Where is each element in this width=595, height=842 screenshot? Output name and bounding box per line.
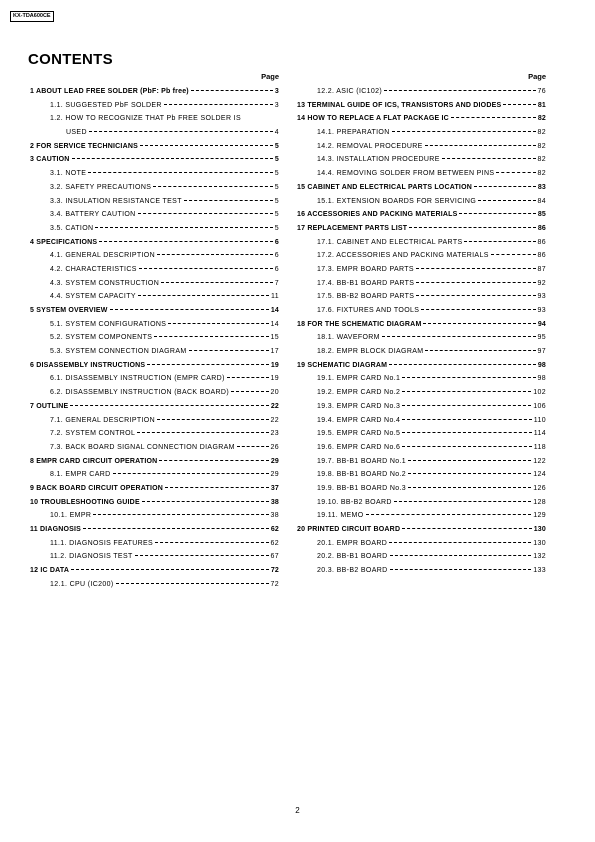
toc-dot-leader (137, 432, 268, 433)
toc-page-number: 72 (270, 580, 279, 588)
toc-page-number: 76 (537, 88, 546, 95)
toc-entry-label: 12.2. ASIC (IC102) (317, 88, 383, 95)
toc-subsection-entry[interactable] (297, 345, 546, 359)
toc-entry-label: 3 CAUTION (30, 156, 70, 164)
toc-dot-leader (416, 268, 536, 269)
toc-dot-leader (155, 542, 268, 543)
toc-subsection-entry[interactable] (30, 277, 279, 291)
toc-subsection-entry[interactable] (30, 167, 279, 181)
toc-page-number: 86 (537, 238, 546, 246)
toc-dot-leader (157, 419, 269, 420)
toc-page-number: 62 (270, 526, 279, 533)
toc-entry-label: USED (66, 129, 87, 137)
toc-entry-label: 19.4. EMPR CARD No.4 (317, 416, 401, 424)
toc-entry-label: 4.1. GENERAL DESCRIPTION (50, 252, 155, 260)
toc-page-number: 130 (533, 526, 546, 533)
toc-dot-leader (384, 90, 535, 91)
toc-dot-leader (423, 323, 535, 324)
toc-dot-leader (392, 131, 536, 132)
toc-entry-label: 19.10. BB-B2 BOARD (317, 498, 392, 506)
toc-section-entry[interactable] (297, 208, 546, 222)
toc-page-number: 124 (533, 471, 546, 479)
toc-entry-label: 19.2. EMPR CARD No.2 (317, 389, 401, 397)
toc-page-number: 114 (533, 430, 546, 438)
toc-dot-leader (478, 200, 535, 201)
toc-entry-label: 8 EMPR CARD CIRCUIT OPERATION (30, 457, 158, 465)
toc-page-number: 126 (533, 484, 546, 492)
toc-page-number: 6 (274, 265, 279, 273)
toc-entry-label: 3.1. NOTE (50, 170, 87, 178)
toc-dot-leader (153, 186, 272, 187)
toc-subsection-entry[interactable] (297, 236, 546, 250)
toc-entry-label: 18 FOR THE SCHEMATIC DIAGRAM (297, 320, 422, 328)
toc-page-number: 29 (270, 471, 279, 479)
toc-entry-label: 4.3. SYSTEM CONSTRUCTION (50, 279, 160, 287)
toc-entry-label: 7.3. BACK BOARD SIGNAL CONNECTION DIAGRAM (50, 443, 235, 451)
toc-dot-leader (409, 227, 536, 228)
toc-page-number: 38 (270, 498, 279, 506)
toc-dot-leader (394, 501, 531, 502)
toc-entry-label: 11.1. DIAGNOSIS FEATURES (50, 539, 154, 547)
toc-subsection-entry[interactable] (297, 468, 546, 482)
toc-entry-label: 11 DIAGNOSIS (30, 526, 82, 533)
toc-page-number: 82 (537, 156, 546, 164)
toc-dot-leader (474, 186, 536, 187)
toc-page-number: 22 (270, 402, 279, 410)
toc-entry-label: 17.6. FIXTURES AND TOOLS (317, 307, 420, 314)
toc-subsection-entry[interactable] (297, 550, 546, 564)
toc-page-number: 15 (270, 334, 279, 342)
toc-entry-label: 15.1. EXTENSION BOARDS FOR SERVICING (317, 197, 477, 205)
toc-entry-label: 17.1. CABINET AND ELECTRICAL PARTS (317, 238, 463, 246)
toc-subsection-entry[interactable] (297, 249, 546, 263)
toc-dot-leader (140, 145, 273, 146)
toc-subsection-entry[interactable] (30, 468, 279, 482)
toc-page-number: 37 (270, 484, 279, 492)
toc-page-number: 17 (270, 348, 279, 356)
toc-subsection-entry[interactable] (297, 85, 546, 99)
toc-page-number: 20 (270, 389, 279, 397)
toc-page-number: 82 (537, 142, 546, 150)
toc-dot-leader (402, 528, 532, 529)
toc-entry-label: 19.1. EMPR CARD No.1 (317, 375, 401, 383)
toc-page-number: 5 (274, 183, 279, 191)
toc-subsection-entry[interactable] (297, 304, 546, 318)
toc-page-number: 102 (533, 389, 546, 397)
toc-dot-leader (408, 487, 531, 488)
toc-section-entry[interactable] (30, 85, 279, 99)
toc-section-entry[interactable] (30, 482, 279, 496)
toc-entry-label: 1.1. SUGGESTED PbF SOLDER (50, 101, 162, 109)
toc-dot-leader (157, 254, 273, 255)
toc-subsection-entry[interactable] (30, 509, 279, 523)
page-number: 2 (295, 806, 300, 815)
toc-page-number: 82 (537, 170, 546, 178)
toc-entry-label: 4.2. CHARACTERISTICS (50, 265, 137, 273)
toc-subsection-entry[interactable] (30, 290, 279, 304)
toc-entry-label: 4 SPECIFICATIONS (30, 238, 98, 246)
toc-subsection-entry[interactable] (297, 263, 546, 277)
toc-entry-label: 4.4. SYSTEM CAPACITY (50, 293, 136, 301)
toc-entry-label: 19.5. EMPR CARD No.5 (317, 430, 401, 438)
toc-page-number: 81 (537, 101, 546, 109)
toc-entry-label: 19 SCHEMATIC DIAGRAM (297, 361, 388, 369)
toc-subsection-entry[interactable] (297, 195, 546, 209)
toc-entry-label: 3.5. CATION (50, 224, 94, 232)
toc-dot-leader (408, 473, 531, 474)
toc-page-number: 5 (274, 224, 279, 232)
toc-entry-label: 14.4. REMOVING SOLDER FROM BETWEEN PINS (317, 170, 495, 178)
toc-dot-leader (416, 282, 535, 283)
toc-entry-label: 12 IC DATA (30, 567, 70, 575)
toc-dot-leader (390, 569, 532, 570)
toc-page-number: 94 (537, 320, 546, 328)
toc-subsection-entry[interactable] (30, 441, 279, 455)
toc-page-number: 132 (533, 553, 546, 561)
toc-entry-label: 10.1. EMPR (50, 512, 92, 520)
toc-page-number: 14 (270, 320, 279, 328)
toc-section-entry[interactable] (30, 304, 279, 318)
toc-dot-leader (93, 514, 268, 515)
toc-page-number: 86 (537, 224, 546, 232)
toc-subsection-entry[interactable] (30, 550, 279, 564)
toc-entry-label: 19.11. MEMO (317, 512, 364, 520)
toc-entry-label: 11.2. DIAGNOSIS TEST (50, 553, 133, 561)
toc-entry-label: 20 PRINTED CIRCUIT BOARD (297, 526, 401, 533)
toc-dot-leader (402, 419, 532, 420)
toc-page-number: 7 (274, 279, 279, 287)
toc-entry-label: 14 HOW TO REPLACE A FLAT PACKAGE IC (297, 115, 449, 123)
toc-entry-label: 18.1. WAVEFORM (317, 334, 380, 342)
toc-section-entry[interactable] (297, 99, 546, 113)
toc-dot-leader (421, 309, 535, 310)
toc-dot-leader (459, 213, 535, 214)
toc-page-number: 95 (537, 334, 546, 342)
toc-entry-label: 20.3. BB-B2 BOARD (317, 567, 388, 575)
toc-subsection-entry[interactable] (297, 277, 546, 291)
toc-dot-leader (237, 446, 269, 447)
toc-section-entry[interactable] (30, 153, 279, 167)
toc-dot-leader (113, 473, 269, 474)
toc-dot-leader (184, 200, 273, 201)
toc-section-entry[interactable] (30, 140, 279, 154)
toc-subsection-entry[interactable] (297, 427, 546, 441)
toc-entry-label: 7.2. SYSTEM CONTROL (50, 430, 136, 438)
toc-subsection-entry[interactable] (297, 455, 546, 469)
toc-entry-label: 16 ACCESSORIES AND PACKING MATERIALS (297, 211, 458, 219)
toc-page-number: 5 (274, 211, 279, 219)
toc-dot-leader (161, 282, 273, 283)
toc-dot-leader (116, 583, 269, 584)
toc-page-number: 85 (537, 211, 546, 219)
toc-page-number: 23 (270, 430, 279, 438)
toc-entry-label: 18.2. EMPR BLOCK DIAGRAM (317, 348, 424, 356)
toc-dot-leader (451, 117, 536, 118)
toc-entry-label: 17.2. ACCESSORIES AND PACKING MATERIALS (317, 252, 489, 260)
toc-subsection-entry[interactable] (297, 537, 546, 551)
toc-subsection-entry[interactable] (30, 372, 279, 386)
toc-subsection-entry[interactable] (297, 441, 546, 455)
toc-entry-label: 5.3. SYSTEM CONNECTION DIAGRAM (50, 348, 187, 356)
toc-subsection-entry[interactable] (30, 386, 279, 400)
toc-page-number: 110 (533, 416, 546, 424)
toc-entry-label: 19.8. BB-B1 BOARD No.2 (317, 471, 407, 479)
toc-page-number: 3 (274, 88, 279, 95)
toc-dot-leader (154, 336, 268, 337)
toc-dot-leader (227, 377, 269, 378)
toc-entry-label: 15 CABINET AND ELECTRICAL PARTS LOCATION (297, 183, 472, 191)
toc-subsection-entry[interactable] (297, 290, 546, 304)
toc-section-entry[interactable] (30, 523, 279, 537)
toc-dot-leader (231, 391, 268, 392)
toc-subsection-entry[interactable] (297, 564, 546, 578)
toc-page-number: 84 (537, 197, 546, 205)
toc-right-column (297, 72, 546, 578)
toc-section-entry[interactable] (30, 400, 279, 414)
toc-dot-leader (138, 213, 273, 214)
toc-dot-leader (139, 268, 273, 269)
toc-section-entry[interactable] (30, 359, 279, 373)
toc-page-number: 22 (270, 416, 279, 424)
toc-dot-leader (138, 295, 269, 296)
toc-page-number: 62 (270, 539, 279, 547)
toc-dot-leader (72, 158, 273, 159)
toc-page-number: 98 (537, 361, 546, 369)
toc-page-number: 29 (270, 457, 279, 465)
toc-subsection-entry[interactable] (297, 400, 546, 414)
toc-subsection-entry[interactable] (30, 427, 279, 441)
toc-dot-leader (147, 364, 269, 365)
toc-subsection-entry[interactable] (30, 578, 279, 592)
toc-section-entry[interactable] (297, 181, 546, 195)
toc-entry-label: 3.2. SAFETY PRECAUTIONS (50, 183, 152, 191)
toc-page-number: 82 (537, 115, 546, 123)
toc-dot-leader (70, 405, 268, 406)
toc-section-entry[interactable] (297, 523, 546, 537)
toc-section-entry[interactable] (30, 236, 279, 250)
toc-page-number: 128 (533, 498, 546, 506)
toc-section-entry[interactable] (30, 455, 279, 469)
toc-page-number: 11 (271, 293, 279, 301)
toc-dot-leader (425, 350, 535, 351)
toc-page-number: 83 (537, 183, 546, 191)
toc-entry-label: 17 REPLACEMENT PARTS LIST (297, 224, 408, 232)
toc-dot-leader (416, 295, 535, 296)
toc-entry-label: 3.4. BATTERY CAUTION (50, 211, 136, 219)
toc-page-number: 5 (274, 170, 279, 178)
toc-entry-label: 17.4. BB-B1 BOARD PARTS (317, 279, 415, 287)
toc-page-number: 4 (274, 129, 279, 137)
toc-dot-leader (110, 309, 269, 310)
page-column-heading-left: Page (261, 72, 279, 81)
page-title: CONTENTS (28, 51, 113, 68)
toc-page-number: 130 (533, 539, 546, 547)
toc-entry-label: 19.7. BB-B1 BOARD No.1 (317, 457, 407, 465)
toc-dot-leader (408, 460, 531, 461)
model-number-tag: KX-TDA600CE (10, 11, 54, 22)
toc-dot-leader (99, 241, 273, 242)
toc-subsection-entry[interactable] (30, 99, 279, 113)
toc-entry-label: 9 BACK BOARD CIRCUIT OPERATION (30, 484, 164, 492)
toc-subsection-entry[interactable] (297, 496, 546, 510)
toc-dot-leader (366, 514, 532, 515)
toc-entry-label: 7.1. GENERAL DESCRIPTION (50, 416, 155, 424)
toc-dot-leader (89, 131, 273, 132)
toc-dot-leader (88, 172, 273, 173)
toc-dot-leader (95, 227, 272, 228)
toc-page-number: 129 (533, 512, 546, 520)
toc-page-number: 5 (274, 142, 279, 150)
toc-subsection-entry[interactable] (30, 126, 279, 140)
toc-page-number: 93 (537, 307, 546, 314)
toc-entry-label: 17.3. EMPR BOARD PARTS (317, 265, 414, 273)
toc-subsection-entry[interactable] (30, 331, 279, 345)
toc-entry-label: 17.5. BB-B2 BOARD PARTS (317, 293, 415, 301)
toc-page-number: 118 (533, 443, 546, 451)
toc-entry-label: 20.2. BB-B1 BOARD (317, 553, 388, 561)
toc-subsection-entry[interactable] (30, 112, 279, 126)
toc-dot-leader (159, 460, 268, 461)
toc-dot-leader (164, 104, 273, 105)
toc-section-entry[interactable] (30, 564, 279, 578)
toc-subsection-entry[interactable] (30, 537, 279, 551)
toc-entry-label: 19.3. EMPR CARD No.3 (317, 402, 401, 410)
toc-entry-label: 14.2. REMOVAL PROCEDURE (317, 142, 423, 150)
toc-page-number: 82 (537, 129, 546, 137)
toc-page-number: 38 (270, 512, 279, 520)
toc-page-number: 5 (274, 197, 279, 205)
toc-page-number: 87 (537, 265, 546, 273)
toc-page-number: 93 (537, 293, 546, 301)
toc-page-number: 19 (270, 361, 279, 369)
toc-entry-label: 5.1. SYSTEM CONFIGURATIONS (50, 320, 167, 328)
toc-subsection-entry[interactable] (297, 414, 546, 428)
toc-subsection-entry[interactable] (30, 263, 279, 277)
toc-subsection-entry[interactable] (297, 331, 546, 345)
toc-page-number: 98 (537, 375, 546, 383)
toc-page-number: 6 (274, 252, 279, 260)
toc-subsection-entry[interactable] (30, 249, 279, 263)
toc-subsection-entry[interactable] (297, 509, 546, 523)
toc-subsection-entry[interactable] (30, 208, 279, 222)
toc-subsection-entry[interactable] (30, 195, 279, 209)
toc-page-number: 26 (270, 443, 279, 451)
toc-entry-label: 5 SYSTEM OVERVIEW (30, 307, 108, 314)
toc-subsection-entry[interactable] (297, 167, 546, 181)
toc-dot-leader (390, 555, 532, 556)
toc-subsection-entry[interactable] (30, 222, 279, 236)
toc-dot-leader (191, 90, 273, 91)
toc-page-number: 97 (537, 348, 546, 356)
toc-entry-label: 6.1. DISASSEMBLY INSTRUCTION (EMPR CARD) (50, 375, 225, 383)
toc-section-entry[interactable] (297, 359, 546, 373)
toc-page-number: 19 (270, 375, 279, 383)
toc-dot-leader (83, 528, 269, 529)
toc-entry-label: 19.9. BB-B1 BOARD No.3 (317, 484, 407, 492)
toc-dot-leader (389, 364, 536, 365)
toc-subsection-entry[interactable] (297, 126, 546, 140)
toc-subsection-entry[interactable] (297, 386, 546, 400)
page-column-heading-right: Page (528, 72, 546, 81)
toc-section-entry[interactable] (297, 112, 546, 126)
toc-dot-leader (71, 569, 269, 570)
toc-page-number: 67 (270, 553, 279, 561)
toc-page-number: 14 (270, 307, 279, 314)
toc-subsection-entry[interactable] (30, 414, 279, 428)
toc-page-number: 92 (537, 279, 546, 287)
toc-dot-leader (402, 391, 531, 392)
toc-dot-leader (135, 555, 269, 556)
toc-entry-label: 10 TROUBLESHOOTING GUIDE (30, 498, 140, 506)
toc-subsection-entry[interactable] (297, 372, 546, 386)
toc-page-number: 133 (533, 567, 546, 575)
toc-entry-label: 19.6. EMPR CARD No.6 (317, 443, 401, 451)
toc-subsection-entry[interactable] (297, 153, 546, 167)
toc-dot-leader (425, 145, 536, 146)
toc-dot-leader (402, 446, 532, 447)
toc-subsection-entry[interactable] (30, 181, 279, 195)
toc-dot-leader (491, 254, 536, 255)
toc-entry-label: 7 OUTLINE (30, 402, 69, 410)
toc-page-number: 6 (274, 238, 279, 246)
toc-page-number: 122 (533, 457, 546, 465)
toc-page-number: 72 (270, 567, 279, 575)
toc-entry-label: 20.1. EMPR BOARD (317, 539, 388, 547)
toc-subsection-entry[interactable] (297, 140, 546, 154)
toc-page-number: 3 (274, 101, 279, 109)
toc-entry-label: 6 DISASSEMBLY INSTRUCTIONS (30, 361, 146, 369)
toc-page-number: 106 (533, 402, 546, 410)
toc-dot-leader (402, 377, 535, 378)
toc-entry-label: 1 ABOUT LEAD FREE SOLDER (PbF: Pb free) (30, 88, 189, 95)
toc-dot-leader (402, 405, 531, 406)
toc-dot-leader (503, 104, 535, 105)
toc-dot-leader (142, 501, 269, 502)
toc-subsection-entry[interactable] (297, 482, 546, 496)
toc-subsection-entry[interactable] (30, 345, 279, 359)
toc-section-entry[interactable] (297, 318, 546, 332)
toc-dot-leader (442, 158, 536, 159)
toc-page-number: 86 (537, 252, 546, 260)
toc-entry-label: 13 TERMINAL GUIDE OF ICS, TRANSISTORS AND DIODES (297, 101, 502, 109)
toc-entry-label: 12.1. CPU (IC200) (50, 580, 114, 588)
toc-dot-leader (382, 336, 536, 337)
toc-left-column (30, 72, 279, 591)
toc-dot-leader (389, 542, 531, 543)
toc-entry-label: 3.3. INSULATION RESISTANCE TEST (50, 197, 182, 205)
toc-section-entry[interactable] (297, 222, 546, 236)
toc-dot-leader (168, 323, 268, 324)
toc-entry-label: 1.2. HOW TO RECOGNIZE THAT Pb FREE SOLDER IS (50, 115, 241, 123)
toc-entry-label: 14.1. PREPARATION (317, 129, 390, 137)
toc-entry-label: 8.1. EMPR CARD (50, 471, 111, 479)
toc-page-number: 5 (274, 156, 279, 164)
toc-dot-leader (464, 241, 535, 242)
toc-subsection-entry[interactable] (30, 318, 279, 332)
toc-entry-label: 14.3. INSTALLATION PROCEDURE (317, 156, 440, 164)
toc-dot-leader (496, 172, 535, 173)
toc-dot-leader (165, 487, 269, 488)
toc-entry-label: 5.2. SYSTEM COMPONENTS (50, 334, 153, 342)
toc-entry-label: 6.2. DISASSEMBLY INSTRUCTION (BACK BOARD) (50, 389, 230, 397)
toc-entry-label: 2 FOR SERVICE TECHNICIANS (30, 142, 138, 150)
toc-dot-leader (402, 432, 532, 433)
toc-dot-leader (189, 350, 269, 351)
toc-section-entry[interactable] (30, 496, 279, 510)
